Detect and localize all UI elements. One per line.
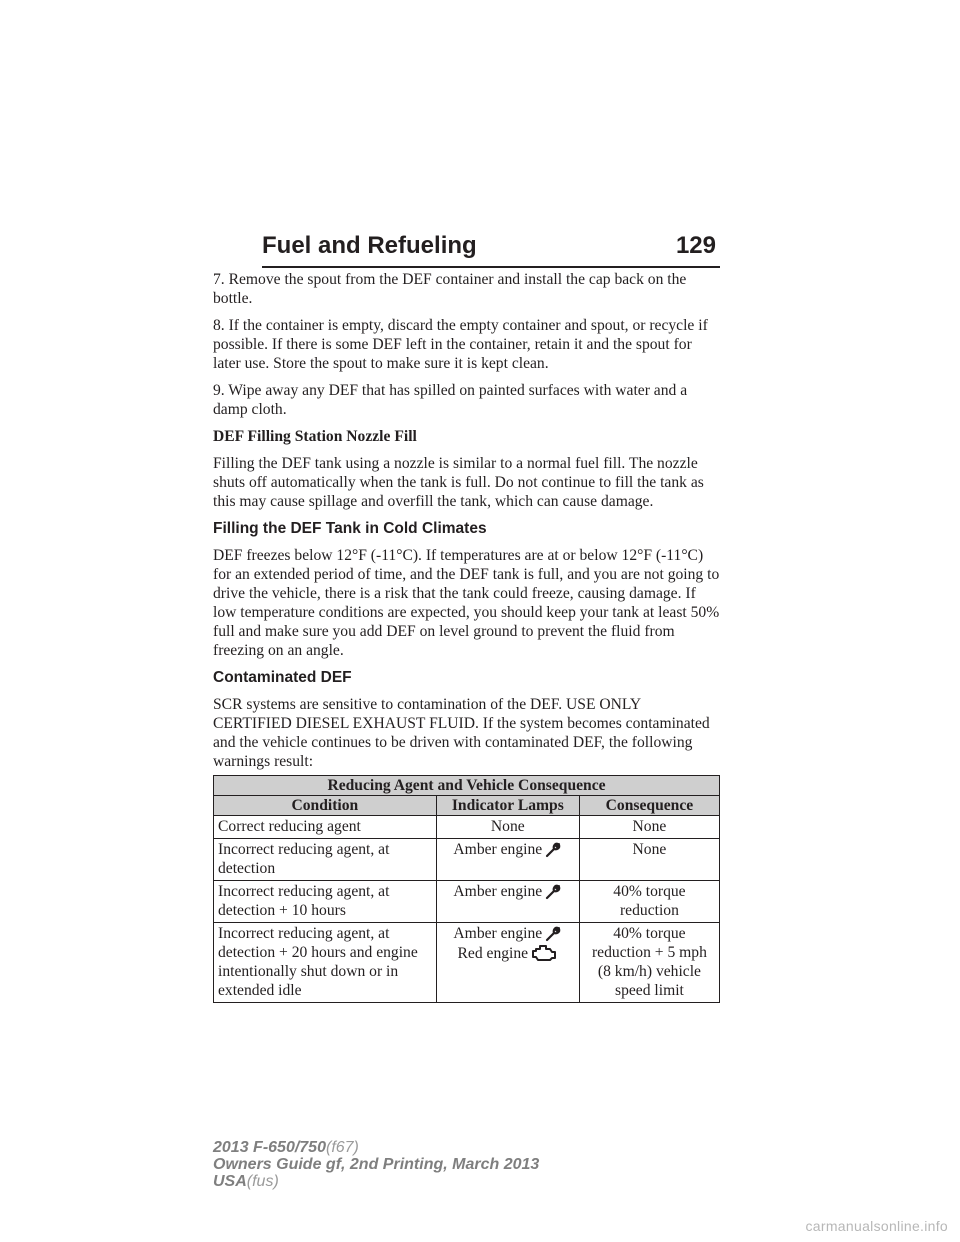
cell-lamp [436,881,579,923]
table-header-row [214,796,720,816]
wrench-icon [544,883,562,901]
cold-climates-heading: Filling the DEF Tank in Cold Climates [213,520,487,537]
table-row [214,881,720,923]
header-consequence: Consequence [579,796,719,816]
consequence-table [213,775,720,1003]
cell-lamp [436,839,579,881]
wrench-icon [544,925,562,943]
cell-condition: Correct reducing agent [214,816,437,839]
page-footer [213,1139,539,1190]
lamp-label: Amber engine [453,883,543,900]
page-content [213,270,723,1003]
table-row [214,923,720,1003]
nozzle-fill-heading: DEF Filling Station Nozzle Fill [213,428,417,445]
footer-line-1 [213,1139,539,1156]
table-row [214,839,720,881]
footer-line-2: Owners Guide gf, 2nd Printing, March 2013 [213,1156,540,1173]
wrench-icon [544,841,562,859]
cell-condition: Incorrect reducing agent, at detection + 10 hours [214,881,437,923]
cell-consequence: 40% torque reduction [579,881,719,923]
footer-model: 2013 F-650/750 [213,1139,326,1156]
red-engine-lamp [458,943,559,963]
cell-lamp: None [436,816,579,839]
watermark: carmanualsonline.info [805,1218,948,1234]
page-header [262,226,720,268]
cell-consequence: None [579,816,719,839]
cell-condition: Incorrect reducing agent, at detection + 20 hours and engine intentionally shut down or in extended idle [214,923,437,1003]
engine-icon [530,943,558,963]
header-condition: Condition [214,796,437,816]
footer-market: USA [213,1173,247,1190]
step-8: 8. If the container is empty, discard the empty container and spout, or recycle if possible. If there is some DEF left in the container, retain it and the spout for later use. Store the spout to make sure it is kept clean. [213,317,708,372]
header-indicator-lamps: Indicator Lamps [436,796,579,816]
nozzle-fill-text: Filling the DEF tank using a nozzle is similar to a normal fuel fill. The nozzle shuts off automatically when the tank is full. Do not continue to fill the tank as this may cause spillage and overfill the tank, which can cause damage. [213,455,704,510]
amber-engine-lamp [453,924,562,943]
amber-engine-lamp [453,840,562,859]
lamp-label: Amber engine [453,841,543,858]
footer-line-3 [213,1173,539,1190]
footer-market-code: (fus) [246,1173,279,1190]
table-title: Reducing Agent and Vehicle Consequence [214,776,720,796]
lamp-label: Amber engine [453,925,543,942]
page-number: 129 [675,232,716,259]
lamp-label: Red engine [457,944,529,962]
cell-consequence: 40% torque reduction + 5 mph (8 km/h) vehicle speed limit [579,923,719,1003]
cell-consequence: None [579,839,719,881]
section-title: Fuel and Refueling [262,232,477,259]
step-9: 9. Wipe away any DEF that has spilled on painted surfaces with water and a damp cloth. [213,382,688,418]
contaminated-def-heading: Contaminated DEF [213,669,352,686]
cell-condition: Incorrect reducing agent, at detection [214,839,437,881]
table-row [214,816,720,839]
amber-engine-lamp [453,882,562,901]
table-title-row [214,776,720,796]
cold-climates-text: DEF freezes below 12°F (-11°C). If temperatures are at or below 12°F (-11°C) for an extended period of time, and the DEF tank is full, and you are not going to drive the vehicle, there is a risk that the tank could freeze, causing damage. If low temperature conditions are expected, you should keep your tank at least 50% full and make sure you add DEF on level ground to prevent the fluid from freezing on an angle. [213,547,720,659]
contaminated-def-text: SCR systems are sensitive to contamination of the DEF. USE ONLY CERTIFIED DIESEL EXHAUST FLUID. If the system becomes contaminated and the vehicle continues to be driven with contaminated DEF, the following warnings result: [213,696,710,770]
cell-lamp [436,923,579,1003]
footer-model-code: (f67) [325,1139,359,1156]
step-7: 7. Remove the spout from the DEF container and install the cap back on the bottle. [213,271,687,307]
